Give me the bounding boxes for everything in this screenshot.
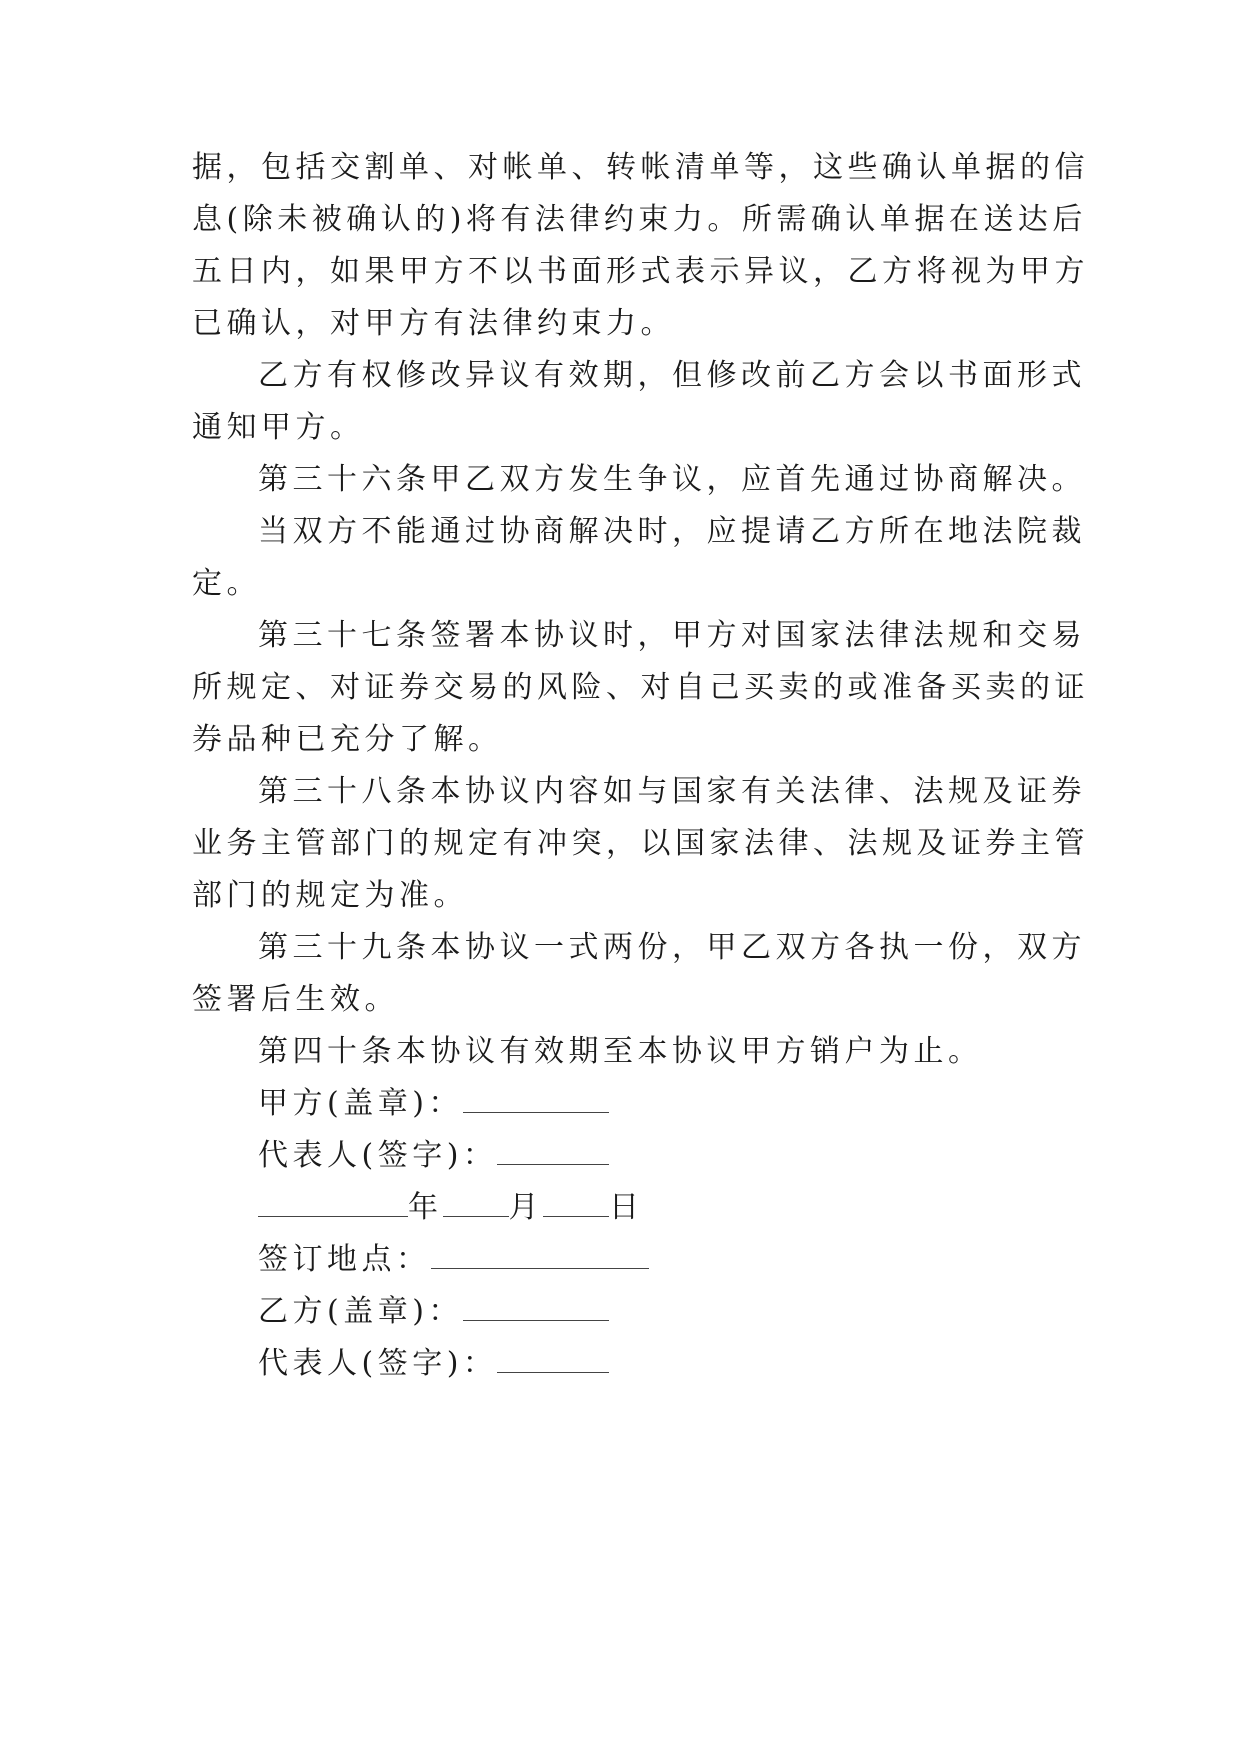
paragraph-line: 签署后生效。 bbox=[192, 982, 399, 1017]
paragraph-line: 通知甲方。 bbox=[192, 410, 365, 445]
rep-a-sign-blank bbox=[497, 1136, 609, 1165]
party-a-seal-blank bbox=[463, 1084, 609, 1113]
paragraph-line: 已确认，对甲方有法律约束力。 bbox=[192, 306, 675, 341]
article-39: 第三十九条本协议一式两份，甲乙双方各执一份，双方 bbox=[258, 930, 1086, 965]
rep-a-label: 代表人(签字)： bbox=[258, 1138, 498, 1173]
paragraph-line: 乙方有权修改异议有效期，但修改前乙方会以书面形式 bbox=[258, 358, 1086, 393]
month-blank bbox=[443, 1188, 509, 1217]
article-37: 第三十七条签署本协议时，甲方对国家法律法规和交易 bbox=[258, 618, 1086, 653]
party-b-seal-row bbox=[258, 1292, 1138, 1332]
party-a-label: 甲方(盖章)： bbox=[258, 1086, 463, 1121]
paragraph-line: 五日内，如果甲方不以书面形式表示异议，乙方将视为甲方 bbox=[192, 254, 1089, 289]
date-row bbox=[258, 1188, 1138, 1228]
paragraph-line: 部门的规定为准。 bbox=[192, 878, 468, 913]
place-blank bbox=[431, 1240, 649, 1269]
rep-a-sign-row bbox=[258, 1136, 1138, 1176]
paragraph-line: 当双方不能通过协商解决时，应提请乙方所在地法院裁 bbox=[258, 514, 1086, 549]
party-b-seal-blank bbox=[463, 1292, 609, 1321]
paragraph-line: 所规定、对证券交易的风险、对自己买卖的或准备买卖的证 bbox=[192, 670, 1089, 705]
place-row bbox=[258, 1240, 1138, 1280]
party-b-label: 乙方(盖章)： bbox=[258, 1294, 463, 1329]
place-label: 签订地点： bbox=[258, 1242, 431, 1277]
party-a-seal-row bbox=[258, 1084, 1138, 1124]
year-label: 年 bbox=[408, 1190, 443, 1225]
article-36: 第三十六条甲乙双方发生争议，应首先通过协商解决。 bbox=[258, 462, 1086, 497]
paragraph-line: 业务主管部门的规定有冲突，以国家法律、法规及证券主管 bbox=[192, 826, 1089, 861]
article-40: 第四十条本协议有效期至本协议甲方销户为止。 bbox=[258, 1034, 983, 1069]
day-blank bbox=[543, 1188, 609, 1217]
rep-b-sign-row bbox=[258, 1344, 1138, 1384]
month-label: 月 bbox=[508, 1190, 543, 1225]
rep-b-sign-blank bbox=[497, 1344, 609, 1373]
year-blank bbox=[258, 1188, 408, 1217]
day-label: 日 bbox=[609, 1190, 644, 1225]
paragraph-line: 据，包括交割单、对帐单、转帐清单等，这些确认单据的信 bbox=[192, 150, 1089, 185]
paragraph-line: 券品种已充分了解。 bbox=[192, 722, 503, 757]
paragraph-line: 定。 bbox=[192, 566, 261, 601]
rep-b-label: 代表人(签字)： bbox=[258, 1346, 498, 1381]
paragraph-line: 息(除未被确认的)将有法律约束力。所需确认单据在送达后 bbox=[192, 202, 1087, 237]
article-38: 第三十八条本协议内容如与国家有关法律、法规及证券 bbox=[258, 774, 1086, 809]
